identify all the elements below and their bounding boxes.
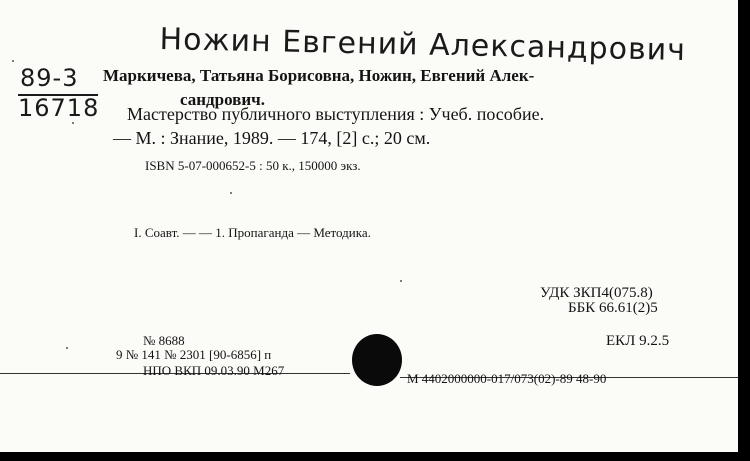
entry-imprint: — М. : Знание, 1989. — 174, [2] с.; 20 см. xyxy=(113,128,431,148)
handwritten-name: Ножин Евгений Александрович xyxy=(159,22,687,69)
entry-isbn: ISBN 5-07-000652-5 : 50 к., 150000 экз. xyxy=(145,158,361,173)
entry-heading-line-2: сандрович. xyxy=(180,90,265,109)
scan-speck xyxy=(66,347,68,349)
shelf-mark-top: 89-3 xyxy=(20,64,79,92)
footer-order: 9 № 141 № 2301 [90-6856] п xyxy=(116,347,272,362)
footer-number: № 8688 xyxy=(143,333,185,348)
bbk-code: ББК 66.61(2)5 xyxy=(568,300,658,316)
udk-code: УДК ЗКП4(075.8) xyxy=(540,285,653,301)
scan-speck xyxy=(72,122,74,124)
scan-edge-bottom xyxy=(0,452,750,461)
ekl-code: ЕКЛ 9.2.5 xyxy=(606,333,670,349)
scan-speck xyxy=(400,280,402,282)
footer-code: М 4402000000-017/073(02)-89 48-90 xyxy=(407,371,607,386)
shelf-mark-bottom: 16718 xyxy=(18,94,100,122)
scan-edge-right xyxy=(738,0,750,461)
entry-title: Мастерство публичного выступления : Учеб. пособие. xyxy=(127,104,545,124)
footer-npo: НПО ВКП 09.03.90 М267 xyxy=(143,363,285,378)
ink-stamp xyxy=(352,334,402,386)
entry-heading-line-1: Маркичева, Татьяна Борисовна, Ножин, Евгений Алек- xyxy=(103,66,535,85)
scan-speck xyxy=(12,60,14,62)
scan-speck xyxy=(230,192,232,194)
tracings: I. Соавт. — — 1. Пропаганда — Методика. xyxy=(134,225,371,240)
